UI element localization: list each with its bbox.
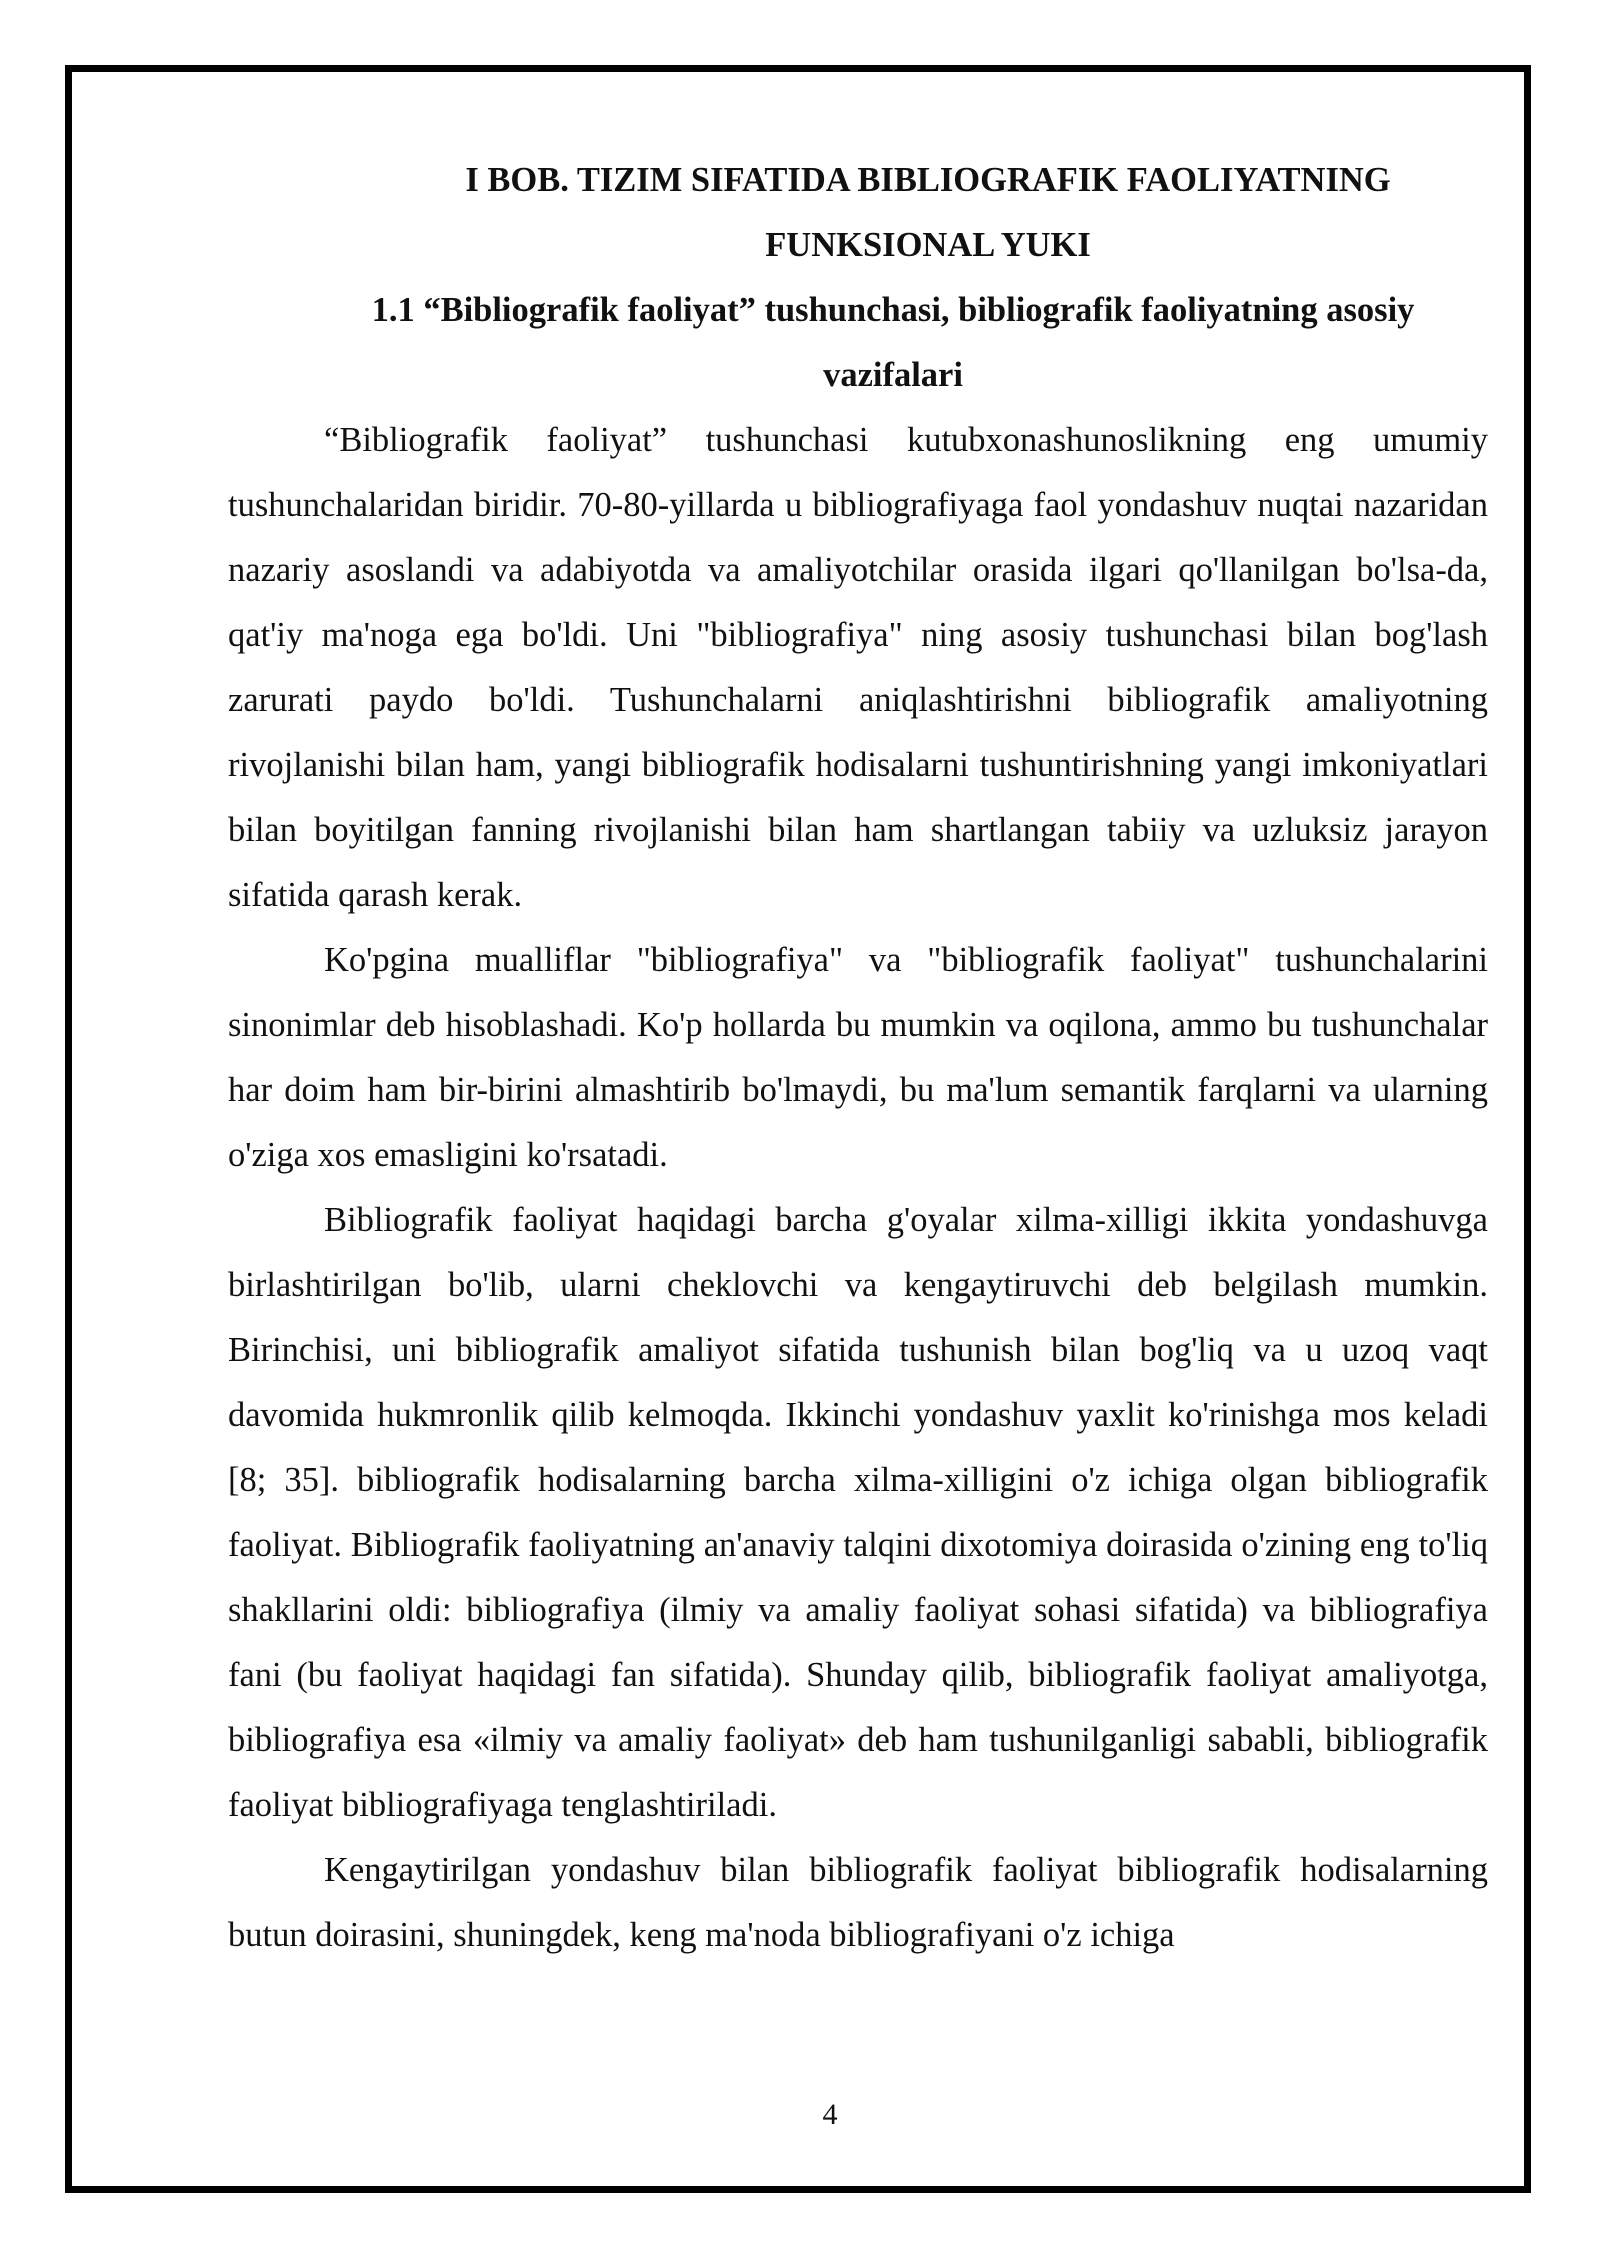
chapter-title: I BOB. TIZIM SIFATIDA BIBLIOGRAFIK FAOLIYATNING FUNKSIONAL YUKI bbox=[465, 161, 1391, 264]
paragraph: Bibliografik faoliyat haqidagi barcha g'oyalar xilma-xilligi ikkita yondashuvga birlashtirilgan bo'lib, ularni cheklovchi va kengaytiruvchi deb belgilash mumkin. Birinchisi, uni bibliografik amaliyot sifatida tushunish bilan bog'liq va u uzoq vaqt davomida hukmronlik qilib kelmoqda. Ikkinchi yondashuv yaxlit ko'rinishga mos keladi [8; 35]. bibliografik hodisalarning barcha xilma-xilligini o'z ichiga olgan bibliografik faoliyat. Bibliografik faoliyatning an'anaviy talqini dixotomiya doirasida o'zining eng to'liq shakllarini oldi: bibliografiya (ilmiy va amaliy faoliyat sohasi sifatida) va bibliografiya fani (bu faoliyat haqidagi fan sifatida). Shunday qilib, bibliografik faoliyat amaliyotga, bibliografiya esa «ilmiy va amaliy faoliyat» deb ham tushunilganligi sababli, bibliografik faoliyat bibliografiyaga tenglashtiriladi. bbox=[228, 1201, 1488, 1824]
section-title: 1.1 “Bibliografik faoliyat” tushunchasi, bibliografik faoliyatning asosiy vazifalari bbox=[371, 291, 1415, 394]
page-number: 4 bbox=[822, 2098, 838, 2131]
paragraph: “Bibliografik faoliyat” tushunchasi kutubxonashunoslikning eng umumiy tushunchalaridan biridir. 70-80-yillarda u bibliografiyaga faol yondashuv nuqtai nazaridan nazariy asoslandi va adabiyotda va amaliyotchilar orasida ilgari qo'llanilgan bo'lsa-da, qat'iy ma'noga ega bo'ldi. Uni "bibliografiya" ning asosiy tushunchasi bilan bog'lash zarurati paydo bo'ldi. Tushunchalarni aniqlashtirishni bibliografik amaliyotning rivojlanishi bilan ham, yangi bibliografik hodisalarni tushuntirishning yangi imkoniyatlari bilan boyitilgan fanning rivojlanishi bilan ham shartlangan tabiiy va uzluksiz jarayon sifatida qarash kerak. bbox=[228, 421, 1488, 914]
paragraph: Kengaytirilgan yondashuv bilan bibliografik faoliyat bibliografik hodisalarning butun doirasini, shuningdek, keng ma'noda bibliografiyani o'z ichiga bbox=[228, 1851, 1488, 1954]
paragraph: Ko'pgina mualliflar "bibliografiya" va "bibliografik faoliyat" tushunchalarini sinonimlar deb hisoblashadi. Ko'p hollarda bu mumkin va oqilona, ammo bu tushunchalar har doim ham bir-birini almashtirib bo'lmaydi, bu ma'lum semantik farqlarni va ularning o'ziga xos emasligini ko'rsatadi. bbox=[228, 941, 1488, 1174]
document-body bbox=[228, 148, 1488, 1968]
